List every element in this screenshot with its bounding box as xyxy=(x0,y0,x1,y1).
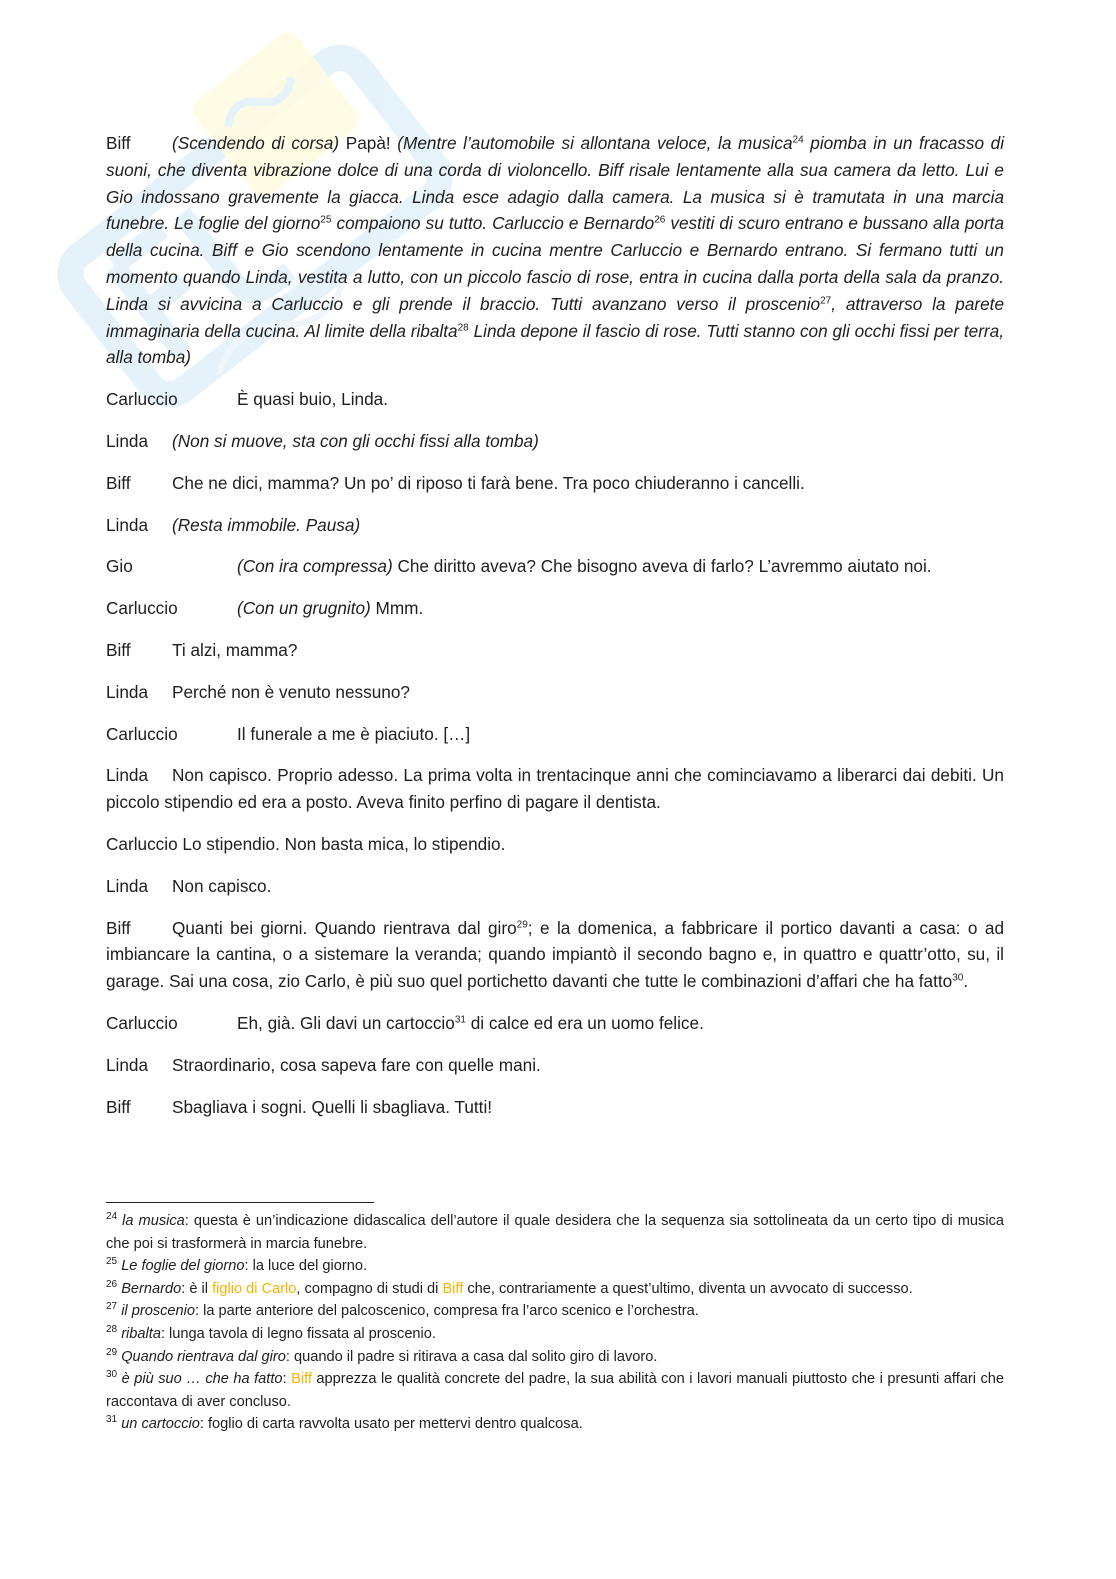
footnote-separator xyxy=(106,1202,374,1203)
dialogue-text: Straordinario, cosa sapeva fare con quelle mani. xyxy=(172,1054,541,1075)
dialogue-line xyxy=(106,721,1004,748)
speaker-label: Carluccio xyxy=(106,389,178,410)
highlighted-link[interactable]: Biff xyxy=(291,1371,312,1388)
footnote-ref: 27 xyxy=(820,295,832,307)
stage-direction: (Scendendo di corsa) xyxy=(172,133,340,153)
footnote-number: 24 xyxy=(106,1211,118,1223)
stage-direction: (Con un grugnito) xyxy=(237,598,371,619)
footnote-text: : lunga tavola di legno fissata al proscenio. xyxy=(160,1325,436,1342)
speaker-label: Biff xyxy=(106,917,131,938)
dialogue-line xyxy=(106,831,1004,858)
dialogue-text: Non capisco. xyxy=(172,875,272,896)
footnote-term: Quando rientrava dal giro xyxy=(121,1348,286,1365)
footnote-28 xyxy=(106,1323,1004,1346)
dialogue-text: Papà! xyxy=(339,133,398,153)
dialogue-line xyxy=(106,873,1004,900)
speaker-label: Linda xyxy=(106,765,149,786)
footnote-ref: 30 xyxy=(952,972,964,984)
footnote-25 xyxy=(106,1255,1004,1278)
speaker-label: Linda xyxy=(106,681,149,702)
stage-direction: (Non si muove, sta con gli occhi fissi alla tomba) xyxy=(172,430,539,451)
speaker-label: Carluccio xyxy=(106,598,178,619)
script-body xyxy=(106,130,1004,1135)
dialogue-text: Mmm. xyxy=(370,598,424,619)
footnote-number: 27 xyxy=(106,1301,118,1313)
footnote-term: Le foglie del giorno xyxy=(121,1258,245,1275)
highlighted-link[interactable]: figlio di Carlo xyxy=(212,1280,297,1297)
dialogue-line xyxy=(106,470,1004,497)
footnote-30 xyxy=(106,1368,1004,1413)
stage-direction: (Mentre l’automobile si allontana veloce, la musica xyxy=(397,133,793,153)
speaker-label: Biff xyxy=(106,472,131,493)
footnote-number: 28 xyxy=(106,1324,118,1336)
dialogue-line xyxy=(106,1010,1004,1037)
footnote-text: : la luce del giorno. xyxy=(244,1258,368,1275)
footnote-ref: 25 xyxy=(320,214,332,226)
footnote-term: ribalta xyxy=(121,1325,161,1342)
dialogue-text: Che ne dici, mamma? Un po’ di riposo ti farà bene. Tra poco chiuderanno i cancelli. xyxy=(172,472,805,493)
stage-direction: piomba in un fracasso di suoni, che diventa vibrazione dolce di una corda di violoncello. Biff risale lentamente alla sua camera da letto. Lui e Gio indossano gravemente la giacca. Linda esce adagio dalla camera. La musica si è tramutata in una marcia funebre. Le foglie del giorno xyxy=(106,133,1005,234)
dialogue-text: Il funerale a me è piaciuto. […] xyxy=(237,723,471,744)
footnote-number: 29 xyxy=(106,1346,118,1358)
speaker-label: Carluccio xyxy=(106,833,178,854)
footnote-term: la musica xyxy=(122,1213,185,1229)
dialogue-text: Non capisco. Proprio adesso. La prima volta in trentacinque anni che cominciavamo a liberarci dai debiti. Un piccolo stipendio ed era a posto. Aveva finito perfino di pagare il dentista. xyxy=(106,765,1004,813)
opening-line xyxy=(106,130,1004,371)
speaker-label: Biff xyxy=(106,133,131,153)
dialogue-text: Perché non è venuto nessuno? xyxy=(172,681,410,702)
footnote-text: : xyxy=(282,1371,292,1388)
footnote-number: 30 xyxy=(106,1369,118,1381)
dialogue-line xyxy=(106,428,1004,455)
footnote-term: Bernardo xyxy=(121,1280,182,1297)
footnote-31 xyxy=(106,1413,1004,1436)
highlighted-link[interactable]: Biff xyxy=(442,1280,464,1297)
speaker-label: Linda xyxy=(106,875,149,896)
dialogue-text: ; e la domenica, a fabbricare il portico davanti a casa: o ad imbiancare la cantina, o a sistemare la veranda; quando impiantò il secondo bagno e, in quattro e quattr’otto, su, il garage. Sai una cosa, zio Carlo, è più suo quel portichetto davanti che tutte le combinazioni d’affari che ha fatto xyxy=(106,917,1005,992)
stage-direction: compaiono su tutto. Carluccio e Bernardo xyxy=(331,213,655,234)
dialogue-line xyxy=(106,637,1004,664)
footnote-text: apprezza le qualità concrete del padre, la sua abilità con i lavori manuali piuttosto che i presunti affari che raccontava di aver concluso. xyxy=(106,1371,1005,1410)
dialogue-line xyxy=(106,1094,1004,1121)
footnote-term: il proscenio xyxy=(121,1303,196,1320)
speaker-label: Linda xyxy=(106,1054,149,1075)
footnote-text: , compagno di studi di xyxy=(296,1280,443,1297)
footnotes xyxy=(106,1210,1004,1436)
footnote-number: 26 xyxy=(106,1278,118,1290)
footnote-term: un cartoccio xyxy=(121,1416,200,1433)
footnote-text: : la parte anteriore del palcoscenico, compresa fra l’arco scenico e l’orchestra. xyxy=(195,1303,699,1320)
dialogue-line xyxy=(106,679,1004,706)
dialogue-line xyxy=(106,915,1004,995)
footnote-ref: 28 xyxy=(457,321,469,333)
stage-direction: Linda depone il fascio di rose. Tutti stanno con gli occhi fissi per terra, alla tomba) xyxy=(106,320,1004,368)
dialogue-line xyxy=(106,553,1004,580)
dialogue-text: Eh, già. Gli davi un cartoccio xyxy=(237,1012,455,1033)
footnote-text: : è il xyxy=(181,1280,213,1297)
footnote-26 xyxy=(106,1278,1004,1301)
dialogue-text: Quanti bei giorni. Quando rientrava dal giro xyxy=(172,917,517,938)
dialogue-text: Che diritto aveva? Che bisogno aveva di farlo? L’avremmo aiutato noi. xyxy=(392,556,932,577)
speaker-label: Gio xyxy=(106,556,133,577)
footnote-ref: 26 xyxy=(654,214,666,226)
stage-direction: , attraverso la parete immaginaria della cucina. Al limite della ribalta xyxy=(106,293,1004,341)
dialogue-text: . xyxy=(963,971,969,992)
stage-direction: (Resta immobile. Pausa) xyxy=(172,514,361,535)
footnote-ref: 31 xyxy=(454,1014,466,1026)
footnote-text: che, contrariamente a quest’ultimo, diventa un avvocato di successo. xyxy=(463,1280,913,1297)
dialogue-line xyxy=(106,595,1004,622)
footnote-ref: 29 xyxy=(516,918,528,930)
footnote-term: è più suo … che ha fatto xyxy=(121,1371,283,1388)
footnote-27 xyxy=(106,1300,1004,1323)
speaker-label: Biff xyxy=(106,639,131,660)
dialogue-line xyxy=(106,762,1004,816)
footnote-number: 25 xyxy=(106,1256,118,1268)
stage-direction: (Con ira compressa) xyxy=(237,556,393,577)
footnote-29 xyxy=(106,1346,1004,1369)
speaker-label: Biff xyxy=(106,1096,131,1117)
dialogue-line xyxy=(106,512,1004,539)
stage-direction: vestiti di scuro entrano e bussano alla porta della cucina. Biff e Gio scendono lentamente in cucina mentre Carluccio e Bernardo entrano. Si fermano tutti un momento quando Linda, vestita a lutto, con un piccolo fascio di rose, entra in cucina dalla porta della sala da pranzo. Linda si avvicina a Carluccio e gli prende il braccio. Tutti avanzano verso il proscenio xyxy=(106,213,1005,314)
speaker-label: Linda xyxy=(106,514,149,535)
footnote-text: : foglio di carta ravvolta usato per mettervi dentro qualcosa. xyxy=(199,1416,583,1433)
dialogue-text: Ti alzi, mamma? xyxy=(172,639,298,660)
speaker-label: Linda xyxy=(106,430,149,451)
dialogue-line xyxy=(106,386,1004,413)
speaker-label: Carluccio xyxy=(106,723,178,744)
dialogue-text: È quasi buio, Linda. xyxy=(237,389,388,410)
footnote-ref: 24 xyxy=(792,134,804,146)
footnote-text: : questa è un’indicazione didascalica dell’autore il quale desidera che la sequenza sia sottolineata da un certo tipo di musica che poi si trasformerà in marcia funebre. xyxy=(106,1213,1005,1252)
footnote-number: 31 xyxy=(106,1414,118,1426)
dialogue-line xyxy=(106,1052,1004,1079)
dialogue-text: Lo stipendio. Non basta mica, lo stipendio. xyxy=(177,833,506,854)
footnote-text: : quando il padre si ritirava a casa dal solito giro di lavoro. xyxy=(285,1348,658,1365)
dialogue-text: di calce ed era un uomo felice. xyxy=(465,1012,704,1033)
speaker-label: Carluccio xyxy=(106,1012,178,1033)
footnote-24 xyxy=(106,1210,1004,1255)
dialogue-text: Sbagliava i sogni. Quelli li sbagliava. Tutti! xyxy=(172,1096,493,1117)
